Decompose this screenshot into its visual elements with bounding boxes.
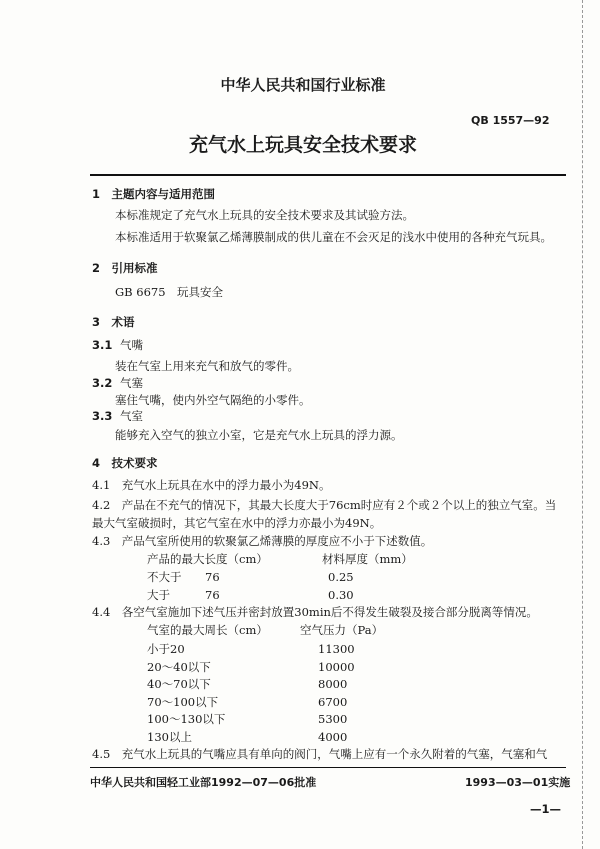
term-definition: 能够充入空气的独立小室，它是充气水上玩具的浮力源。 [115,428,403,442]
table-cell: 70～100以下 [147,695,219,709]
clause: 4.4 各空气室施加下述气压并密封放置30min后不得发生破裂及接合部分脱离等情况。 [92,605,538,619]
table-cell: 20～40以下 [147,660,211,674]
effective-date: 1993—03—01实施 [465,776,571,789]
standard-code: QB 1557—92 [471,114,550,127]
term-number: 3.3 [92,409,113,423]
clause: 4.5 充气水上玩具的气嘴应具有单向的阀门，气嘴上应有一个永久附着的气塞，气塞和气 [92,747,548,761]
reference-item: GB 6675 玩具安全 [115,285,224,299]
table-cell: 不大于 [147,570,182,584]
table-cell: 6700 [318,695,348,709]
table-header: 产品的最大长度（cm） [147,552,268,566]
table-header: 空气压力（Pa） [300,623,384,637]
table-header: 材料厚度（mm） [322,552,413,566]
term-definition: 塞住气嘴，使内外空气隔绝的小零件。 [115,393,311,407]
term-name: 气室 [120,409,143,423]
footer-rule [90,767,566,768]
table-cell: 4000 [318,730,348,744]
table-cell: 40～70以下 [147,677,211,691]
table-cell: 小于20 [147,642,185,656]
table-cell: 大于 [147,588,170,602]
approval-note: 中华人民共和国轻工业部1992—07—06批准 [90,776,317,789]
title-rule [90,174,566,176]
section-1-heading: 1 主题内容与适用范围 [92,187,216,201]
paragraph: 本标准规定了充气水上玩具的安全技术要求及其试验方法。 [115,208,414,222]
issuing-header: 中华人民共和国行业标准 [220,76,386,94]
page-title: 充气水上玩具安全技术要求 [188,134,417,156]
table-cell: 76 [205,570,220,584]
section-3-heading: 3 术语 [92,315,135,329]
table-cell: 10000 [318,660,355,674]
term-number: 3.2 [92,376,113,390]
table-cell: 11300 [318,642,355,656]
table-cell: 100～130以下 [147,712,226,726]
term-name: 气嘴 [120,338,143,352]
table-cell: 130以上 [147,730,192,744]
table-cell: 76 [205,588,220,602]
page-number: —1— [530,802,562,816]
clause-continuation: 最大气室破损时，其它气室在水中的浮力亦最小为49N。 [92,516,382,530]
clause: 4.2 产品在不充气的情况下，其最大长度大于76cm时应有２个或２个以上的独立气室。当 [92,498,557,512]
clause: 4.3 产品气室所使用的软聚氯乙烯薄膜的厚度应不小于下述数值。 [92,534,433,548]
table-header: 气室的最大周长（cm） [147,623,268,637]
scan-edge-line [582,0,583,849]
section-4-heading: 4 技术要求 [92,456,158,470]
section-2-heading: 2 引用标准 [92,261,158,275]
table-cell: 0.25 [328,570,354,584]
term-definition: 装在气室上用来充气和放气的零件。 [115,359,299,373]
table-cell: 8000 [318,677,348,691]
table-cell: 0.30 [328,588,354,602]
term-number: 3.1 [92,338,113,352]
term-name: 气塞 [120,376,143,390]
clause: 4.1 充气水上玩具在水中的浮力最小为49N。 [92,478,331,492]
paragraph: 本标准适用于软聚氯乙烯薄膜制成的供儿童在不会灭足的浅水中使用的各种充气玩具。 [115,230,552,244]
table-cell: 5300 [318,712,348,726]
